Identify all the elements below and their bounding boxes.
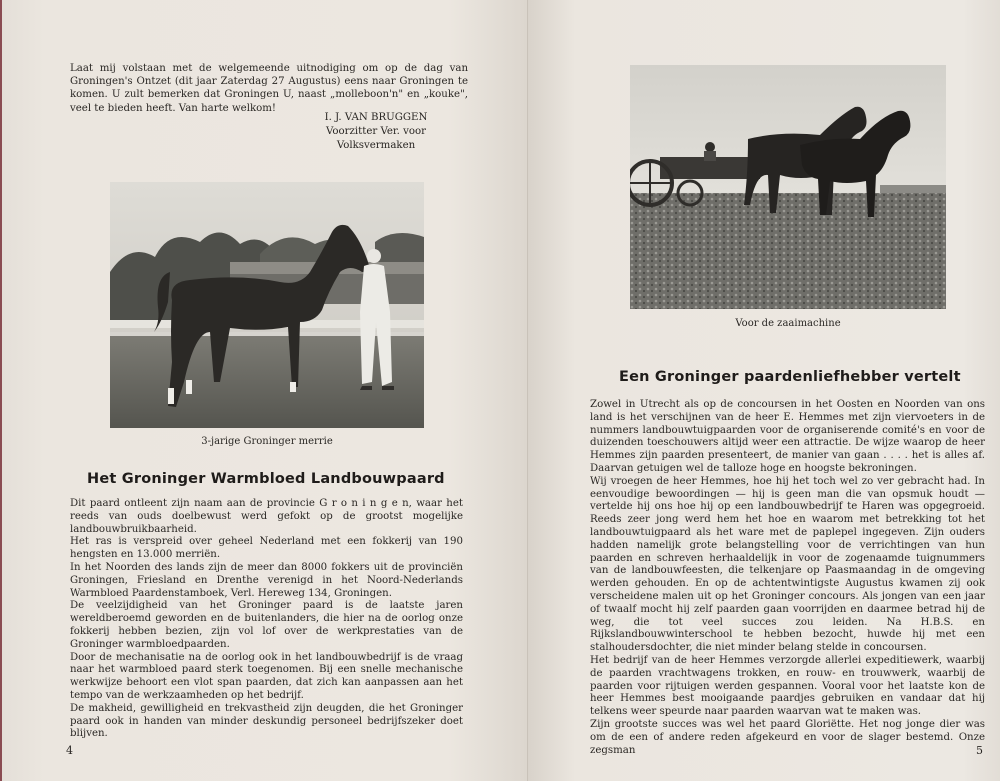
signature-name: I. J. VAN BRUGGEN — [324, 112, 428, 123]
paragraph: Het bedrijf van de heer Hemmes verzorgde allerlei expeditiewerk, waarbij de paarden vrachtwagens trokken, en rouw- en trouwwerk, waarbij de paarden voor rijtuigen werden gespannen. Vooral voor het laatste kon de heer Hemmes best mooigaande paardjes gebruiken en vandaar dat hij telkens weer speurde naar paarden waarvan wat te maken was. — [590, 654, 985, 718]
seeder-photo — [630, 65, 946, 309]
paragraph: Wij vroegen de heer Hemmes, hoe hij het toch wel zo ver gebracht had. In eenvoudige bewoordingen — hij is geen man die van opsmuk houdt — vertelde hij ons hoe hij op een landbouwbedrijf te Haren was opgegroeid. Reeds zeer jong werd hem het hoe en waarom met betrekking tot het landbouwtuigpaard als het ware met de paplepel ingegeven. Zijn ouders hadden namelijk grote belangstelling voor de verrichtingen van hun paarden en schreven herhaaldelijk in voor de zogenaamde tuignummers van de landbouwfeesten, die telkenjare op Paasmaandag in de omgeving werden gehouden. En op de achtentwintigste Augustus kwamen zij ook verscheidene malen uit op het Groninger concours. Als jongen van een jaar of twaalf mocht hij zelf paarden gaan voorrijden en daarmee betrad hij de weg, die tot veel succes zou leiden. Na H.B.S. en Rijkslandbouwwinterschool te hebben bezocht, huwde hij met een stalhoudersdochter, die niet minder belang stelde in concoursen. — [590, 475, 985, 654]
paragraph: Dit paard ontleent zijn naam aan de provincie G r o n i n g e n, waar het reeds van ouds doelbewust werd gefokt op de grootst mogelijke landbouwbruikbaarheid. — [70, 498, 463, 535]
article-headline: Het Groninger Warmbloed Landbouwpaard — [87, 471, 445, 487]
mare-photo-caption: 3-jarige Groninger merrie — [201, 436, 333, 447]
intro-paragraph — [70, 62, 468, 115]
paragraph: De makheid, gewilligheid en trekvastheid zijn deugden, die het Groninger paard ook in handen van minder deskundig personeel bedrijfszeker doet blijven. — [70, 702, 463, 740]
paragraph: In het Noorden des lands zijn de meer dan 8000 fokkers uit de provinciën Groningen, Friesland en Drenthe verenigd in het Noord-Nederlands Warmbloed Paardenstamboek, Verl. Hereweg 134, Groningen. — [70, 561, 463, 599]
page-number: 4 — [66, 744, 73, 757]
seeder-photo-caption: Voor de zaaimachine — [735, 318, 841, 329]
article-body — [70, 498, 463, 741]
paragraph: Zijn grootste succes was wel het paard Gloriëtte. Het nog jonge dier was om de een of andere reden afgekeurd en voor de slager bestemd. Onze zegsman — [590, 718, 985, 756]
article-headline-right: Een Groninger paardenliefhebber vertelt — [619, 369, 961, 385]
page-number-right: 5 — [976, 744, 983, 757]
mare-photo — [110, 182, 424, 428]
paragraph: Zowel in Utrecht als op de concoursen in het Oosten en Noorden van ons land is het verschijnen van de heer E. Hemmes met zijn viervoeters in de nummers landbouwtuigpaarden voor de organiserende comité's en voor de duizenden toeschouwers altijd weer een attractie. De wijze waarop de heer Hemmes zijn paarden presenteert, de manier van gaan . . . . het is alles af. Daarvan getuigen wel de talloze hoge en hoogste bekroningen. — [590, 399, 985, 474]
intro-text: Laat mij volstaan met de welgemeende uitnodiging om op de dag van Groningen's Ontzet (dit jaar Zaterdag 27 Augustus) eens naar Groningen te komen. U zult bemerken dat Groningen U, naast „molleboon'n" en „kouke", veel te bieden heeft. Van harte welkom! — [70, 63, 468, 114]
paragraph: Door de mechanisatie na de oorlog ook in het landbouwbedrijf is de vraag naar het warmbloed paard sterk toegenomen. Bij een snelle mechanische werkwijze behoort een vlot span paarden, dat zich kan aanpassen aan het tempo van de werkzaamheden op het bedrijf. — [70, 651, 463, 701]
signature-title: Voorzitter Ver. voor Volksvermaken — [325, 126, 427, 151]
paragraph: Het ras is verspreid over geheel Nederland met een fokkerij van 190 hengsten en 13.000 merriën. — [70, 536, 463, 561]
article-body-right — [590, 399, 985, 757]
paragraph: De veelzijdigheid van het Groninger paard is de laatste jaren wereldberoemd geworden en de buitenlanders, die hier na de oorlog onze fokkerij hebben bezien, zijn vol lof over de werkprestaties van de Groninger warmbloedpaarden. — [70, 600, 463, 650]
signature-block — [286, 111, 466, 153]
